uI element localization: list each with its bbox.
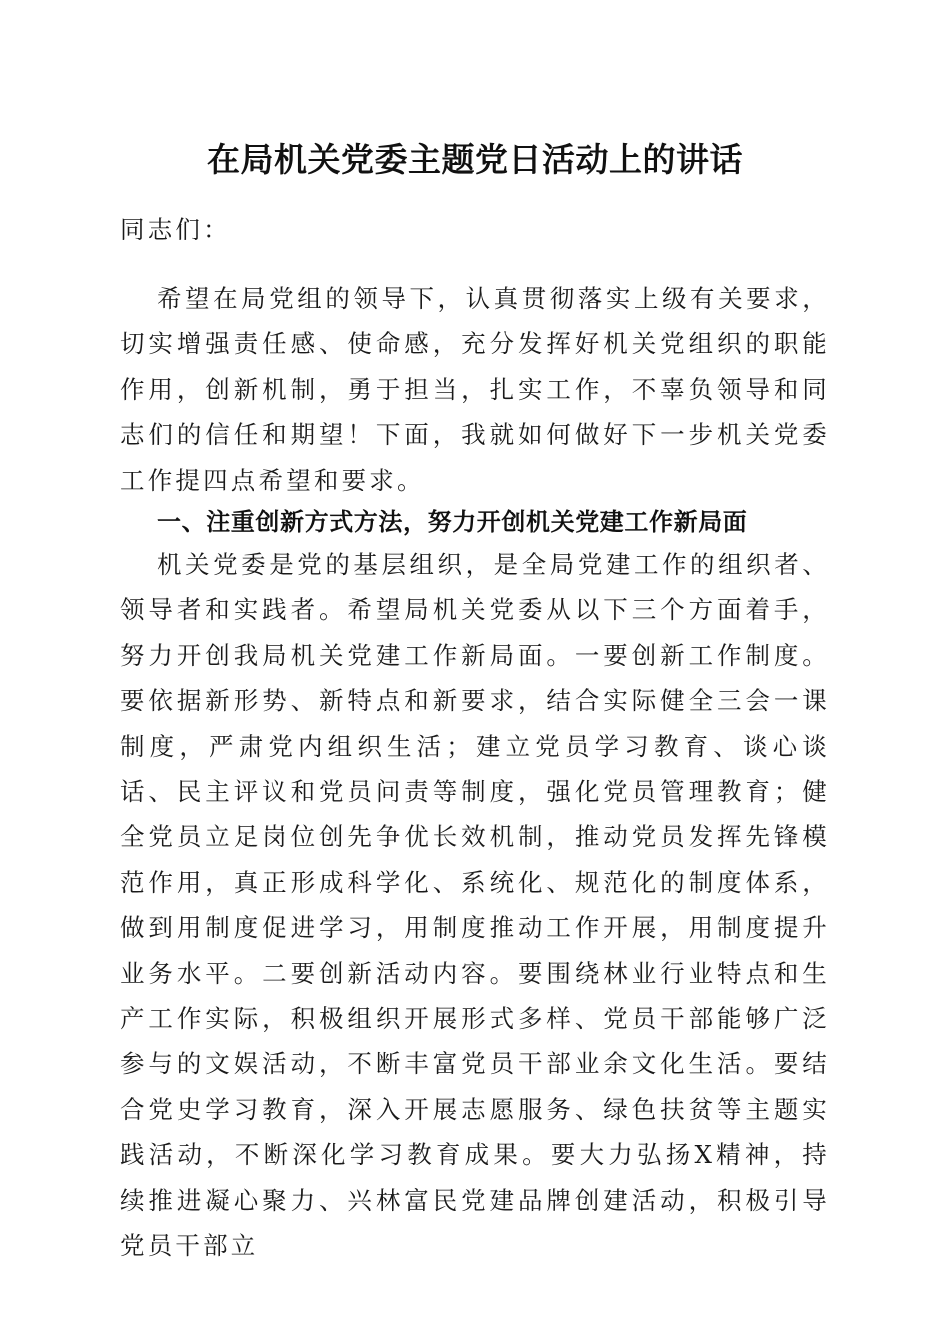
salutation: 同志们： xyxy=(120,215,231,244)
paragraph-intro: 希望在局党组的领导下，认真贯彻落实上级有关要求，切实增强责任感、使命感，充分发挥好机关党组织的职能作用，创新机制，勇于担当，扎实工作，不辜负领导和同志们的信任和期望！下面，我就如何做好下一步机关党委工作提四点希望和要求。 xyxy=(120,284,830,495)
document-title: 在局机关党委主题党日活动上的讲话 xyxy=(207,140,743,179)
paragraph-section-1: 机关党委是党的基层组织，是全局党建工作的组织者、领导者和实践者。希望局机关党委从以下三个方面着手，努力开创我局机关党建工作新局面。一要创新工作制度。要依据新形势、新特点和新要求，结合实际健全三会一课制度，严肃党内组织生活；建立党员学习教育、谈心谈话、民主评议和党员问责等制度，强化党员管理教育；健全党员立足岗位创先争优长效机制，推动党员发挥先锋模范作用，真正形成科学化、系统化、规范化的制度体系，做到用制度促进学习，用制度推动工作开展，用制度提升业务水平。二要创新活动内容。要围绕林业行业特点和生产工作实际，积极组织开展形式多样、党员干部能够广泛参与的文娱活动，不断丰富党员干部业余文化生活。要结合党史学习教育，深入开展志愿服务、绿色扶贫等主题实践活动，不断深化学习教育成果。要大力弘扬X精神，持续推进凝心聚力、兴林富民党建品牌创建活动，积极引导党员干部立 xyxy=(120,550,830,1261)
section-heading-1: 一、注重创新方式方法，努力开创机关党建工作新局面 xyxy=(157,508,748,536)
